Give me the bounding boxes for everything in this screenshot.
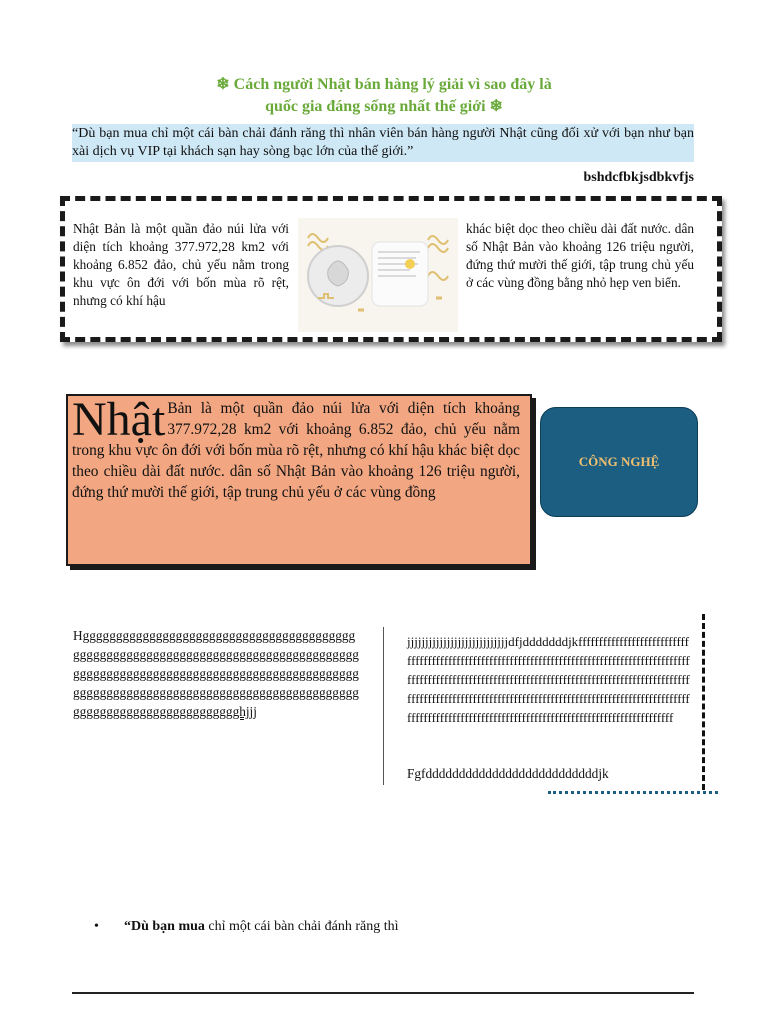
tech-label: CÔNG NGHỆ [578,454,660,469]
orange-box-body: Bản là một quần đảo núi lửa với diện tích khoảng 377.972,28 km2 với khoảng 6.852 đảo, chủ yếu nằm trong khu vực ôn đới với bốn mùa rõ rệt, nhưng có khí hậu khác biệt dọc theo chiều dài đất nước. dân số Nhật Bản vào khoảng 126 triệu người, đứng thứ mười thế giới, tập trung chủ yếu ở các vùng đồng [72,400,520,501]
g-text-block [73,626,361,721]
box1-left-column: Nhật Bản là một quần đảo núi lửa với diện tích khoảng 377.972,28 km2 với khoảng 6.852 đảo, chủ yếu nằm trong khu vực ôn đới với bốn mùa rõ rệt, nhưng có khí hậu [73,221,289,308]
f-text-line: Fgfddddddddddddddddddddddddddjk [407,766,609,781]
bullet-icon: • [94,919,99,934]
page-title [72,74,696,118]
bullet-rest: chỉ một cái bàn chải đánh răng thì [204,919,399,934]
bottom-rule [72,992,694,994]
drop-cap: Nhật [72,393,166,446]
quote-author: bshdcfbkjsdbkvfjs [583,170,694,185]
product-image-graphic [298,218,458,332]
right-dashed-border [702,614,705,790]
product-image [298,218,458,332]
title-line-2: quốc gia đáng sống nhất thế giới ❄ [265,98,503,115]
j-text-block: jjjjjjjjjjjjjjjjjjjjjjjjjjjjdfjdddddddjkfffffffffffffffffffffffffffffffffffffffffffffffffffffffffffffffffffffffffffffffffffffffffffffffffffffffffffffffffffffffffffffffffffffffffffffffffffffffffffffffffffffffffffffffffffffffffffffffffffffffffffffffffffffffffffffffffffffffffffffffffffffffffffffffffffffffffffffffffffffffffffffffffffffffffff [407,634,690,725]
orange-box-paragraph [72,393,520,503]
column-divider [383,627,384,785]
box1-right-column: khác biệt dọc theo chiều dài đất nước. dân số Nhật Bản vào khoảng 126 triệu người, đứng thứ mười thế giới, tập trung chủ yếu ở các vùng đồng bằng nhỏ hẹp ven biển. [466,221,694,290]
highlighted-quote: “Dù bạn mua chỉ một cái bàn chải đánh răng thì nhân viên bán hàng người Nhật cũng đối xử với bạn như bạn xài dịch vụ VIP tại khách sạn hay sòng bạc lớn của thế giới.” [72,124,694,162]
bullet-item [124,919,399,935]
g-text-main: Hggggggggggggggggggggggggggggggggggggggggggggggggggggggggggggggggggggggggggggggggggggggggggggggggggggggggggggggggggggggggggggggggggggggggggggggggggggggggggggggggggggggggggggggggg [73,628,359,719]
tech-shape [540,407,698,517]
g-text-tail: gggggggggggggggggghjjj [119,704,257,719]
bottom-dotted-border [548,791,718,794]
bullet-bold: “Dù bạn mua [124,919,205,934]
title-line-1: ❄ Cách người Nhật bán hàng lý giải vì sao đây là [216,76,552,93]
